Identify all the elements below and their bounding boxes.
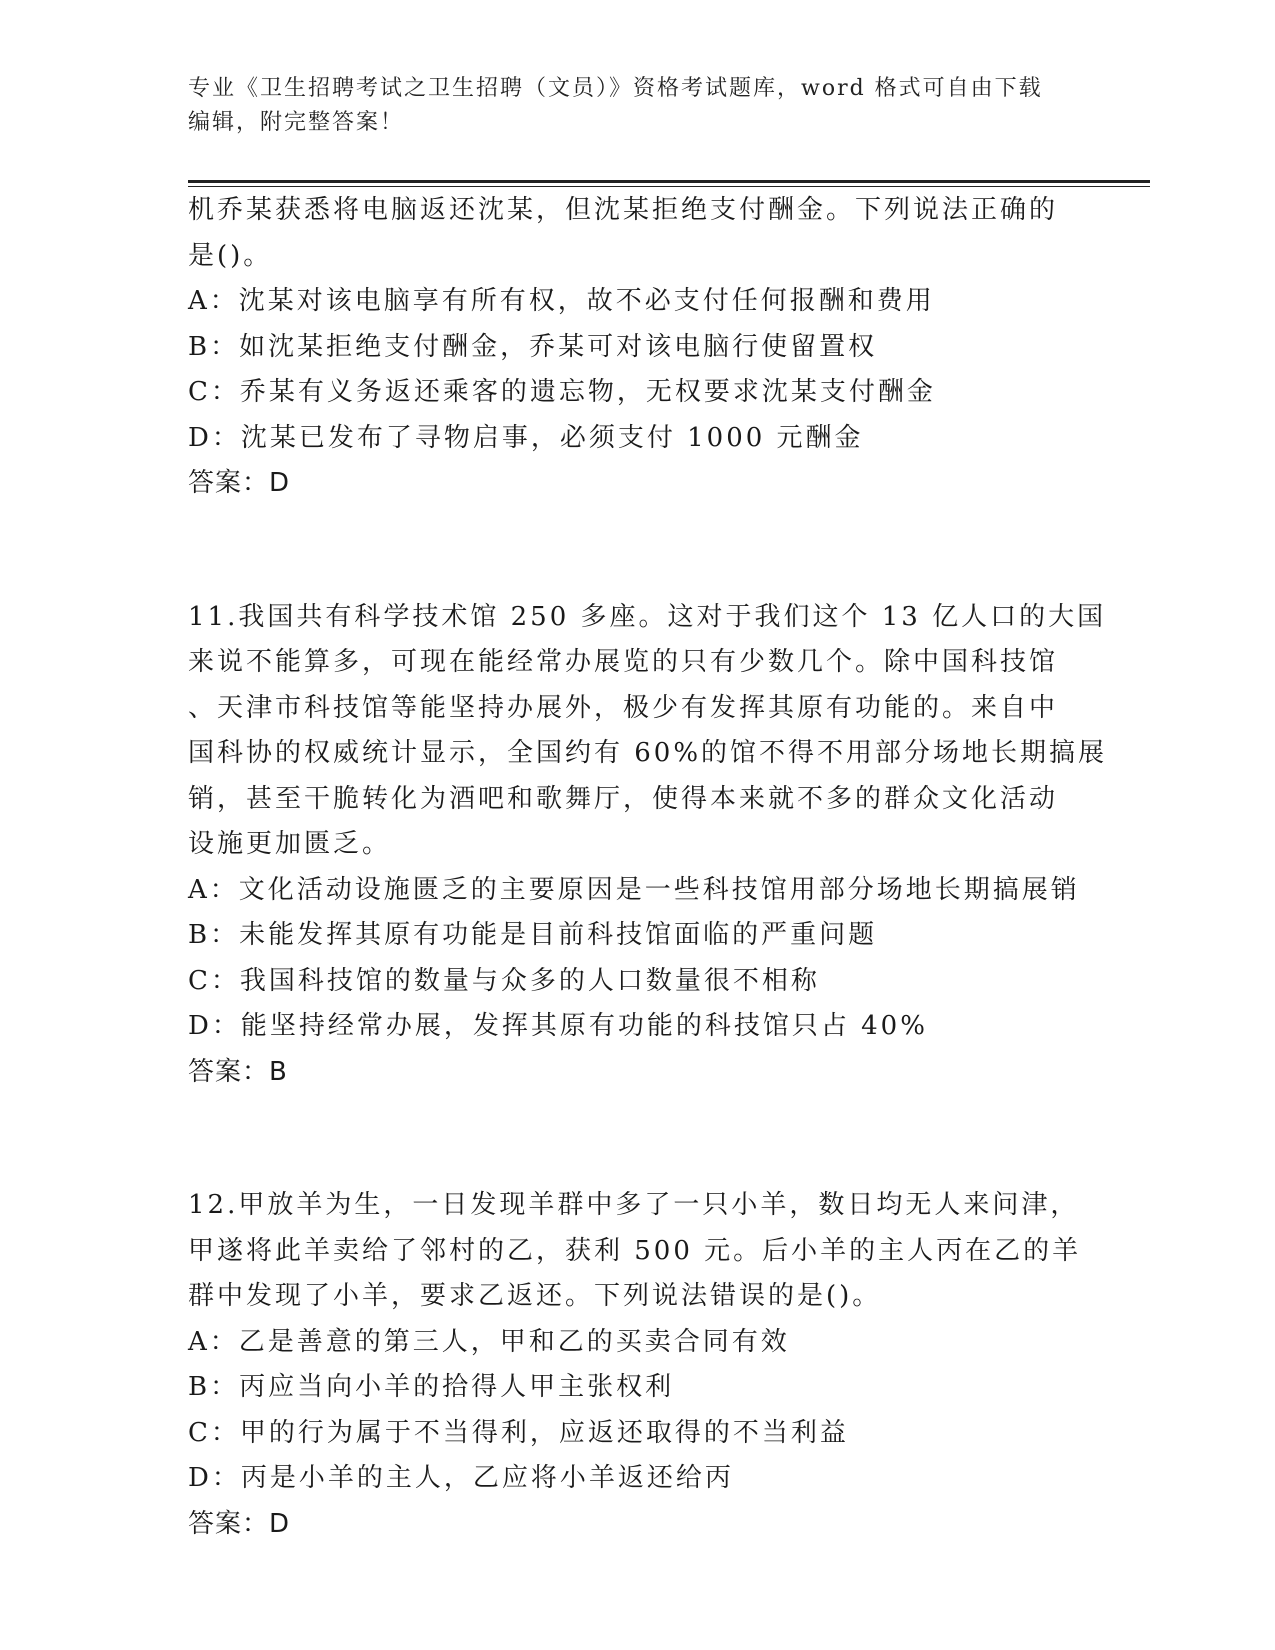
option-b: B：未能发挥其原有功能是目前科技馆面临的严重问题 bbox=[188, 920, 878, 950]
header-line-2: 编辑，附完整答案！ bbox=[188, 110, 405, 135]
header-line-1: 专业《卫生招聘考试之卫生招聘（文员）》资格考试题库，word 格式可自由下载 bbox=[188, 76, 1043, 101]
header-divider-thin bbox=[188, 186, 1150, 187]
option-c: C：我国科技馆的数量与众多的人口数量很不相称 bbox=[188, 965, 820, 996]
question-stem-line: 是()。 bbox=[188, 240, 273, 271]
question-stem-line: 机乔某获悉将电脑返还沈某，但沈某拒绝支付酬金。下列说法正确的 bbox=[188, 195, 1059, 225]
option-c: C：甲的行为属于不当得利，应返还取得的不当利益 bbox=[188, 1417, 849, 1448]
question-stem-line: 、天津市科技馆等能坚持办展外，极少有发挥其原有功能的。来自中 bbox=[188, 692, 1059, 723]
document-body bbox=[188, 188, 1108, 1547]
question-stem-line: 甲遂将此羊卖给了邻村的乙，获利 500 元。后小羊的主人丙在乙的羊 bbox=[188, 1235, 1082, 1266]
question-stem-line: 11.我国共有科学技术馆 250 多座。这对于我们这个 13 亿人口的大国 bbox=[188, 601, 1107, 632]
question-10 bbox=[188, 188, 1098, 507]
option-a: A：乙是善意的第三人，甲和乙的买卖合同有效 bbox=[188, 1326, 790, 1357]
answer-line: 答案：B bbox=[188, 1056, 288, 1087]
question-stem-line: 群中发现了小羊，要求乙返还。下列说法错误的是()。 bbox=[188, 1281, 882, 1311]
question-stem-line: 设施更加匮乏。 bbox=[188, 829, 392, 859]
option-a: A：沈某对该电脑享有所有权，故不必支付任何报酬和费用 bbox=[188, 286, 935, 316]
question-11 bbox=[188, 595, 1108, 1096]
question-stem-line: 12.甲放羊为生，一日发现羊群中多了一只小羊，数日均无人来问津， bbox=[188, 1190, 1080, 1220]
question-stem-line: 来说不能算多，可现在能经常办展览的只有少数几个。除中国科技馆 bbox=[188, 647, 1059, 677]
option-a: A：文化活动设施匮乏的主要原因是一些科技馆用部分场地长期搞展销 bbox=[188, 874, 1080, 905]
document-header bbox=[188, 72, 1108, 140]
question-spacer bbox=[188, 1095, 1098, 1183]
option-c: C：乔某有义务返还乘客的遗忘物，无权要求沈某支付酬金 bbox=[188, 377, 936, 407]
question-spacer bbox=[188, 507, 1098, 595]
question-stem-line: 国科协的权威统计显示，全国约有 60%的馆不得不用部分场地长期搞展 bbox=[188, 738, 1108, 768]
header-divider-thick bbox=[188, 180, 1150, 183]
option-d: D：丙是小羊的主人，乙应将小羊返还给丙 bbox=[188, 1463, 734, 1493]
answer-line: 答案：D bbox=[188, 468, 291, 498]
question-stem-line: 销，甚至干脆转化为酒吧和歌舞厅，使得本来就不多的群众文化活动 bbox=[188, 783, 1059, 814]
answer-line: 答案：D bbox=[188, 1508, 291, 1539]
option-d: D：沈某已发布了寻物启事，必须支付 1000 元酬金 bbox=[188, 422, 864, 453]
question-12 bbox=[188, 1183, 1098, 1547]
option-b: B：如沈某拒绝支付酬金，乔某可对该电脑行使留置权 bbox=[188, 331, 878, 362]
option-d: D：能坚持经常办展，发挥其原有功能的科技馆只占 40% bbox=[188, 1011, 928, 1041]
option-b: B：丙应当向小羊的拾得人甲主张权利 bbox=[188, 1372, 675, 1402]
